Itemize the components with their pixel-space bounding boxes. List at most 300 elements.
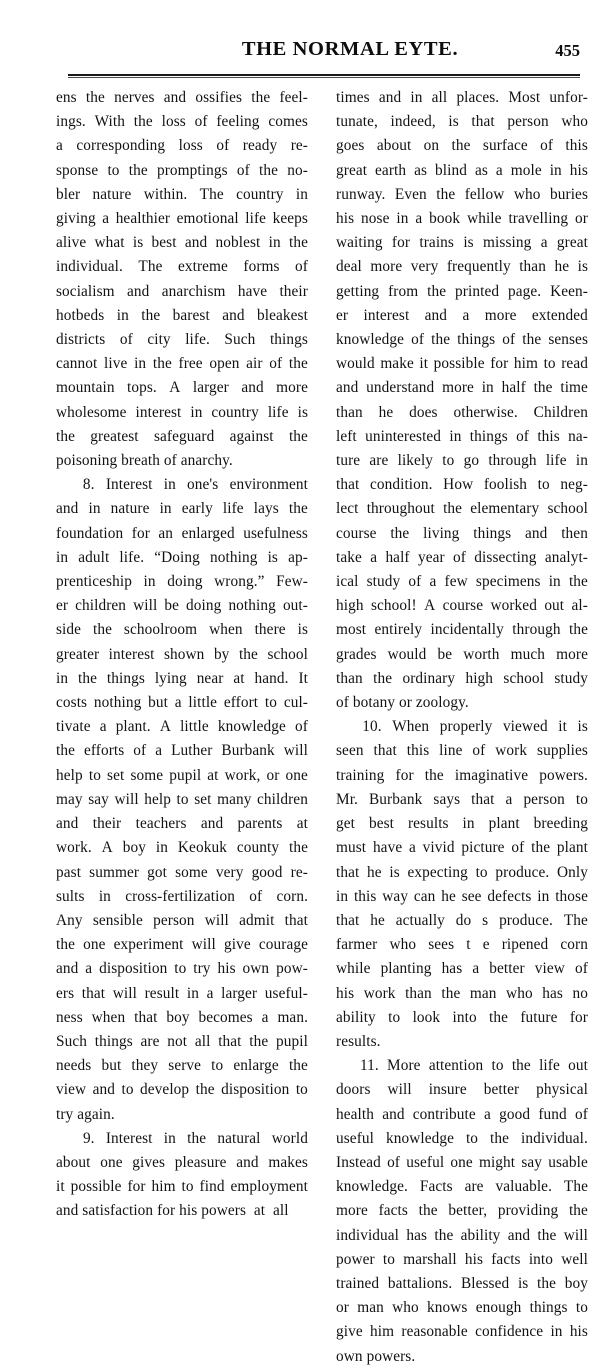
word: needs xyxy=(56,1057,92,1075)
word: Luther xyxy=(171,742,213,760)
text-line xyxy=(56,1030,308,1054)
text-line xyxy=(336,739,588,763)
word: when xyxy=(209,621,243,639)
word: and xyxy=(163,89,187,106)
word: life xyxy=(539,1057,560,1075)
word: much xyxy=(510,645,546,663)
word: are xyxy=(140,1032,160,1050)
word: the xyxy=(133,113,153,131)
word: say xyxy=(521,1153,543,1171)
word: hotbeds xyxy=(56,306,105,324)
word: A xyxy=(159,718,171,736)
word: this xyxy=(565,137,588,155)
word: Interest xyxy=(105,1129,153,1147)
word: extreme xyxy=(177,258,228,276)
word: 11. xyxy=(359,1057,379,1075)
word: healthier xyxy=(115,210,171,228)
word: into xyxy=(528,1250,554,1268)
word: in xyxy=(549,161,562,179)
word: fund xyxy=(538,1105,567,1123)
word: while xyxy=(336,960,371,978)
word: are xyxy=(369,452,389,470)
word: loss xyxy=(161,113,186,131)
word: supplies xyxy=(537,742,588,760)
word: his xyxy=(336,210,355,228)
text-line: own powers. xyxy=(336,1347,416,1365)
word: e xyxy=(482,936,490,954)
word: a xyxy=(206,984,214,1002)
word: teachers xyxy=(135,815,187,833)
word: boy xyxy=(564,1274,588,1292)
word: It xyxy=(298,669,308,687)
word: then xyxy=(561,524,588,542)
word: it xyxy=(56,1178,65,1196)
word: cul- xyxy=(283,694,308,712)
word: runway. xyxy=(336,185,386,203)
word: Burbank xyxy=(221,742,275,760)
word: noblest xyxy=(215,234,261,252)
word: How xyxy=(443,476,474,494)
word: their xyxy=(92,815,122,833)
page-number: 455 xyxy=(555,41,580,60)
text-line xyxy=(336,618,588,642)
left-text-column xyxy=(56,86,308,1224)
text-line xyxy=(336,1054,588,1078)
word: indeed, xyxy=(390,113,436,131)
word: life xyxy=(545,452,567,470)
text-line xyxy=(336,1103,588,1127)
word: the xyxy=(195,1081,215,1099)
word: produce. xyxy=(495,863,550,881)
word: pupil xyxy=(169,766,202,784)
word: to xyxy=(211,1057,224,1075)
word: sees xyxy=(428,936,455,954)
text-line xyxy=(336,764,588,788)
word: Such xyxy=(56,1032,87,1050)
word: open xyxy=(209,355,240,373)
word: Few- xyxy=(276,573,308,591)
word: possible xyxy=(433,355,485,373)
word: a xyxy=(409,839,416,857)
text-line xyxy=(336,836,588,860)
word: make xyxy=(380,355,414,373)
word: develop xyxy=(140,1081,190,1099)
word: and xyxy=(56,500,79,518)
word: at xyxy=(233,669,245,687)
word: Such xyxy=(224,331,256,349)
word: there xyxy=(254,621,286,639)
word: one xyxy=(450,1153,473,1171)
word: of xyxy=(453,548,466,566)
word: one xyxy=(285,766,308,784)
word: in xyxy=(462,815,475,833)
word: ers xyxy=(56,984,75,1002)
word: have xyxy=(237,282,268,300)
text-line xyxy=(56,909,308,933)
text-line xyxy=(336,231,588,255)
word: in xyxy=(143,573,156,591)
word: extended xyxy=(531,306,588,324)
word: find xyxy=(199,1178,225,1196)
text-line xyxy=(336,280,588,304)
word: pleasure xyxy=(174,1153,227,1171)
word: in xyxy=(481,379,494,397)
word: goes xyxy=(336,137,365,155)
text-line xyxy=(56,352,308,376)
word: properly xyxy=(439,718,493,736)
word: page. xyxy=(507,282,542,300)
word: view xyxy=(56,1081,87,1099)
word: Children xyxy=(533,403,588,421)
word: summer xyxy=(89,863,140,881)
word: A xyxy=(101,839,113,857)
word: 10. xyxy=(362,718,382,736)
word: pow- xyxy=(276,960,308,978)
word: of xyxy=(295,258,308,276)
paragraph-indent xyxy=(56,473,72,497)
word: and xyxy=(241,379,264,397)
text-line xyxy=(336,594,588,618)
word: that xyxy=(336,476,360,494)
word: More xyxy=(387,1057,421,1075)
word: power xyxy=(336,1250,375,1268)
word: contribute xyxy=(412,1105,476,1123)
word: of xyxy=(387,1153,401,1171)
word: re- xyxy=(290,863,308,881)
word: when xyxy=(91,1008,126,1026)
text-line xyxy=(336,159,588,183)
word: foolish xyxy=(483,476,528,494)
word: but xyxy=(101,1057,122,1075)
word: live xyxy=(104,355,128,373)
word: his xyxy=(569,161,588,179)
word: see xyxy=(461,887,482,905)
word: the xyxy=(568,621,588,639)
word: through xyxy=(488,452,537,470)
word: early xyxy=(181,500,213,518)
word: of xyxy=(472,742,486,760)
word: insure xyxy=(428,1081,467,1099)
word: to xyxy=(465,1129,479,1147)
word: better xyxy=(483,1081,520,1099)
word: is xyxy=(132,234,144,252)
word: things xyxy=(94,1032,133,1050)
word: sults xyxy=(56,887,85,905)
word: the xyxy=(85,89,105,106)
word: read xyxy=(561,355,588,373)
word: is xyxy=(577,718,588,736)
text-line xyxy=(56,280,308,304)
word: no xyxy=(572,984,588,1002)
word: interest xyxy=(135,403,182,421)
word: the xyxy=(418,1202,438,1220)
word: schoolroom xyxy=(123,621,198,639)
word: tops. xyxy=(127,379,157,397)
word: and xyxy=(424,306,448,324)
word: air xyxy=(246,355,263,373)
word: adult xyxy=(78,548,110,566)
word: ability xyxy=(336,1008,376,1026)
word: specimens xyxy=(475,573,541,591)
word: the xyxy=(128,161,148,179)
word: he xyxy=(441,887,456,905)
rule-line-upper xyxy=(68,74,580,76)
word: bler xyxy=(56,185,81,203)
word: the xyxy=(288,1057,308,1075)
text-line xyxy=(336,1151,588,1175)
word: things xyxy=(469,427,508,445)
text-line xyxy=(336,449,588,473)
word: in xyxy=(116,306,129,324)
text-line xyxy=(56,159,308,183)
word: little xyxy=(188,694,218,712)
word: safeguard xyxy=(153,427,215,445)
word: and xyxy=(127,282,150,300)
word: in xyxy=(336,887,349,905)
word: that xyxy=(336,911,360,929)
word: will xyxy=(387,1081,412,1099)
word: of xyxy=(194,113,208,131)
word: individual. xyxy=(521,1129,588,1147)
text-line xyxy=(336,401,588,425)
text-line xyxy=(56,618,308,642)
word: to xyxy=(543,355,556,373)
word: the xyxy=(259,161,279,179)
word: a xyxy=(174,694,182,712)
word: deal xyxy=(336,258,362,276)
text-line xyxy=(56,425,308,449)
word: of xyxy=(511,839,525,857)
word: is xyxy=(517,1274,529,1292)
word: enlarge xyxy=(233,1057,279,1075)
word: a xyxy=(415,210,423,228)
word: he xyxy=(378,403,394,421)
word: disposition xyxy=(99,960,168,978)
word: “Doing xyxy=(154,548,200,566)
word: courage xyxy=(258,936,308,954)
word: nose xyxy=(361,210,390,228)
word: does xyxy=(409,403,438,421)
word: than xyxy=(405,984,432,1002)
word: the xyxy=(288,427,308,445)
word: useful xyxy=(406,1153,445,1171)
word: the xyxy=(533,379,553,397)
text-line xyxy=(336,522,588,546)
word: about xyxy=(376,137,412,155)
word: do xyxy=(455,911,472,929)
word: would xyxy=(336,355,375,373)
word: very xyxy=(215,863,244,881)
word: the xyxy=(431,331,451,349)
word: life. xyxy=(185,331,210,349)
word: printed xyxy=(455,282,500,300)
word: earth xyxy=(375,161,407,179)
word: half xyxy=(501,379,526,397)
word: all xyxy=(194,1032,211,1050)
paragraph-indent xyxy=(336,715,352,739)
word: well xyxy=(561,1250,588,1268)
word: for xyxy=(391,234,411,252)
word: of xyxy=(516,427,530,445)
word: larger xyxy=(221,984,258,1002)
word: line xyxy=(439,742,463,760)
text-line xyxy=(336,861,588,885)
word: to xyxy=(537,476,550,494)
word: school xyxy=(503,669,544,687)
word: is xyxy=(448,113,459,131)
word: greatest xyxy=(90,427,139,445)
word: the xyxy=(537,1226,557,1244)
word: try xyxy=(193,960,211,978)
page-title: THE NORMAL EYTE. xyxy=(241,38,459,60)
word: to xyxy=(107,161,120,179)
word: foundation xyxy=(56,524,124,542)
word: through xyxy=(512,621,561,639)
word: senses xyxy=(548,331,588,349)
word: of xyxy=(540,137,554,155)
word: person xyxy=(523,790,565,808)
word: doors xyxy=(336,1081,371,1099)
word: result xyxy=(144,984,180,1002)
text-line xyxy=(56,933,308,957)
word: shown xyxy=(163,645,205,663)
word: knowledge xyxy=(336,331,405,349)
word: of xyxy=(411,331,425,349)
word: tivate xyxy=(56,718,91,736)
word: enlarged xyxy=(181,524,235,542)
header-rule xyxy=(68,74,580,78)
text-line xyxy=(336,643,588,667)
word: barest xyxy=(172,306,210,324)
word: employment xyxy=(230,1178,308,1196)
word: the xyxy=(141,306,161,324)
word: better, xyxy=(448,1202,488,1220)
word: a xyxy=(540,234,548,252)
text-line xyxy=(56,861,308,885)
word: of xyxy=(502,331,516,349)
word: mole xyxy=(510,161,542,179)
word: analyt- xyxy=(544,548,588,566)
word: and xyxy=(525,524,548,542)
word: the xyxy=(489,1008,509,1026)
word: city xyxy=(147,331,171,349)
word: marshall xyxy=(403,1250,457,1268)
text-line xyxy=(336,1127,588,1151)
word: 8. xyxy=(82,476,95,494)
word: makes xyxy=(268,1153,308,1171)
text-line xyxy=(336,207,588,231)
word: can xyxy=(413,887,436,905)
text-line xyxy=(56,110,308,134)
word: nothing xyxy=(228,597,276,615)
word: some xyxy=(130,766,164,784)
word: who xyxy=(513,185,541,203)
word: entirely xyxy=(374,621,423,639)
text-line xyxy=(336,1248,588,1272)
word: as xyxy=(474,161,488,179)
word: t xyxy=(466,936,471,954)
word: who xyxy=(506,984,533,1002)
word: With xyxy=(94,113,125,131)
word: usefulness xyxy=(243,524,308,542)
word: within. xyxy=(143,185,188,203)
text-line xyxy=(56,134,308,158)
word: his xyxy=(569,1323,588,1341)
word: he xyxy=(554,258,570,276)
word: who xyxy=(389,936,417,954)
word: best xyxy=(368,815,394,833)
word: gives xyxy=(132,1153,166,1171)
word: person xyxy=(507,113,549,131)
word: The xyxy=(138,258,163,276)
word: for xyxy=(127,1178,146,1196)
word: the xyxy=(490,1129,510,1147)
text-line xyxy=(56,1054,308,1078)
word: best xyxy=(151,234,177,252)
text-line xyxy=(336,134,588,158)
text-line xyxy=(56,522,308,546)
word: great xyxy=(556,234,588,252)
word: in xyxy=(159,500,172,518)
word: the xyxy=(522,331,542,349)
word: nature xyxy=(92,185,132,203)
word: giving xyxy=(56,210,96,228)
word: are xyxy=(464,1178,484,1196)
text-line xyxy=(336,376,588,400)
word: who xyxy=(561,113,588,131)
word: a xyxy=(85,960,93,978)
word: that xyxy=(218,1032,242,1050)
word: nothing xyxy=(93,694,142,712)
word: is xyxy=(463,234,474,252)
text-line xyxy=(336,982,588,1006)
word: the xyxy=(92,621,112,639)
word: A xyxy=(424,597,436,615)
word: viewed xyxy=(502,718,548,736)
word: A xyxy=(169,379,181,397)
word: a xyxy=(56,137,63,155)
text-line xyxy=(56,546,308,570)
word: and xyxy=(378,89,402,106)
word: corn xyxy=(560,936,588,954)
word: things xyxy=(473,524,512,542)
word: plant. xyxy=(115,718,151,736)
word: to xyxy=(388,1008,401,1026)
word: to xyxy=(181,1178,194,1196)
word: knowledge xyxy=(217,718,286,736)
word: Interest xyxy=(105,476,153,494)
word: Only xyxy=(557,863,588,881)
word: in xyxy=(163,476,176,494)
word: Keokuk xyxy=(177,839,227,857)
word: defects xyxy=(487,887,532,905)
word: knowledge xyxy=(385,1129,454,1147)
text-line xyxy=(336,1006,588,1030)
word: costs xyxy=(56,694,88,712)
text-line xyxy=(56,691,308,715)
word: promptings xyxy=(156,161,228,179)
word: seen xyxy=(336,742,364,760)
word: out- xyxy=(282,597,308,615)
word: their xyxy=(279,282,308,300)
word: a xyxy=(99,718,107,736)
text-line xyxy=(56,1078,308,1102)
word: high xyxy=(336,597,364,615)
word: elementary xyxy=(470,500,540,518)
word: a xyxy=(484,1105,491,1123)
word: The xyxy=(199,185,224,203)
word: the xyxy=(249,1032,269,1050)
